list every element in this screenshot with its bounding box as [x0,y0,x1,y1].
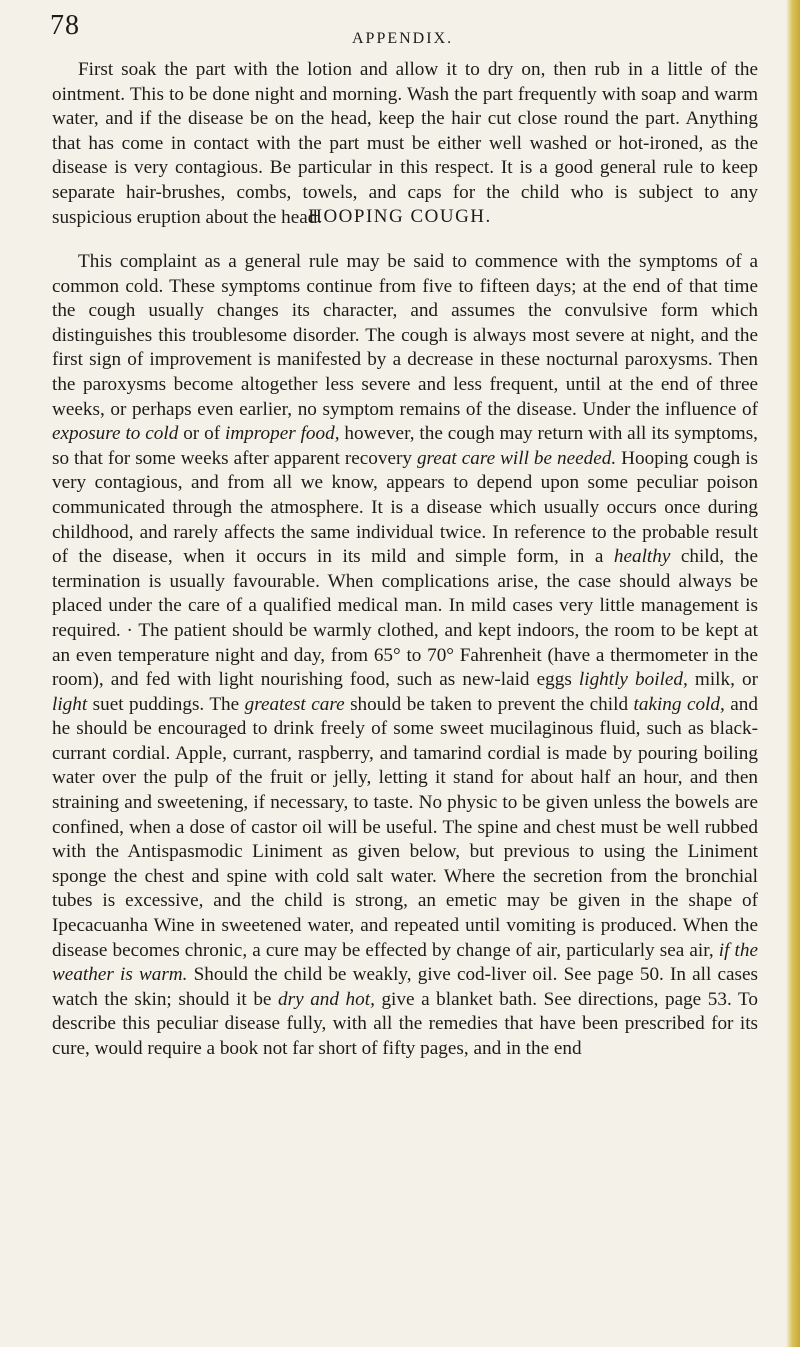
intro-paragraph-block [52,58,758,230]
section-heading: HOOPING COUGH. [308,206,492,227]
italic-text: great care will be needed. [416,447,617,469]
italic-text: healthy [613,546,671,568]
body-text: child, the termination is usually favourable. When complications arise, the case should always be placed under the care of a qualified medical man. In mild cases very little management is required. · The patient should be warmly clothed, and kept indoors, the room to be kept at an even temperature night and day, from 65° to 70° Fahrenheit (have a thermometer in the room), and fed with light nourishing food, such as new-laid eggs [52,546,758,691]
body-text: Hooping cough is very contagious, and from all we know, appears to depend upon some peculiar poison communicated through the atmosphere. It is a disease which usually occurs once during childhood, and rarely affects the same individual twice. In reference to the probable result of the disease, when it occurs in its mild and simple form, in a [52,447,758,568]
body-text: however, the cough may return with all its symptoms, so that for some weeks after apparent recovery [52,423,758,469]
body-text: This complaint as a general rule may be said to commence with the symptoms of a common cold. These symptoms continue from five to fifteen days; at the end of that time the cough usually changes its character, and assumes the convulsive form which distinguishes this troublesome disorder. The cough is always most severe at night, and the first sign of improvement is manifested by a decrease in these nocturnal paroxysms. Then the paroxysms become altogether less severe and less frequent, until at the end of three weeks, or perhaps even earlier, no symptom remains of the disease. Under the influence of [52,251,758,420]
italic-text: dry and hot, [278,988,375,1010]
body-text: or of [178,423,225,445]
intro-paragraph: First soak the part with the lotion and allow it to dry on, then rub in a little of the ointment. This to be done night and morning. Wash the part frequently with soap and warm water, and if the disease be on the head, keep the hair cut close round the part. Anything that has come in contact with the part must be either well washed or hot-ironed, as the disease is very contagious. Be particular in this respect. It is a good general rule to keep separate hair-brushes, combs, towels, and caps for the child who is subject to any suspicious eruption about the head. [52,59,758,228]
italic-text: exposure to cold [52,423,179,445]
body-text: Should the child be weakly, give cod-liver oil. See page 50. In all cases watch the skin; should it be [52,964,758,1010]
italic-text: lightly boiled, [578,669,688,691]
hooping-cough-paragraph-block [52,250,758,1062]
italic-text: taking cold, [633,693,725,715]
italic-text: if the weather is warm. [52,939,758,986]
page-edge [786,0,800,1347]
body-text: suet puddings. The [87,693,245,715]
italic-text: improper food, [224,423,340,445]
page-number: 78 [50,10,80,41]
hooping-cough-paragraph [52,250,758,1062]
italic-text: light [52,693,88,715]
italic-text: greatest care [244,693,345,715]
body-text: and he should be encouraged to drink freely of some sweet mucilaginous fluid, such as black-currant cordial. Apple, currant, raspberry, and tamarind cordial is made by pouring boiling water over the pulp of the fruit or jelly, letting it stand for about half an hour, and then straining and sweetening, if necessary, to taste. No physic to be given unless the bowels are confined, when a dose of castor oil will be useful. The spine and chest must be well rubbed with the Antispasmodic Liniment as given below, but previous to using the Liniment sponge the chest and spine with cold salt water. Where the secretion from the bronchial tubes is excessive, and the child is strong, an emetic may be given in the shape of Ipecacuanha Wine in sweetened water, and repeated until vomiting is produced. When the disease becomes chronic, a cure may be effected by change of air, particularly sea air, [52,693,758,961]
body-text: should be taken to prevent the child [344,693,634,715]
running-head: APPENDIX. [352,30,454,47]
body-text: milk, or [687,669,758,691]
body-text: give a blanket bath. See directions, page 53. To describe this peculiar disease fully, with all the remedies that have been prescribed for its cure, would require a book not far short of fifty pages, and in the end [52,988,758,1059]
